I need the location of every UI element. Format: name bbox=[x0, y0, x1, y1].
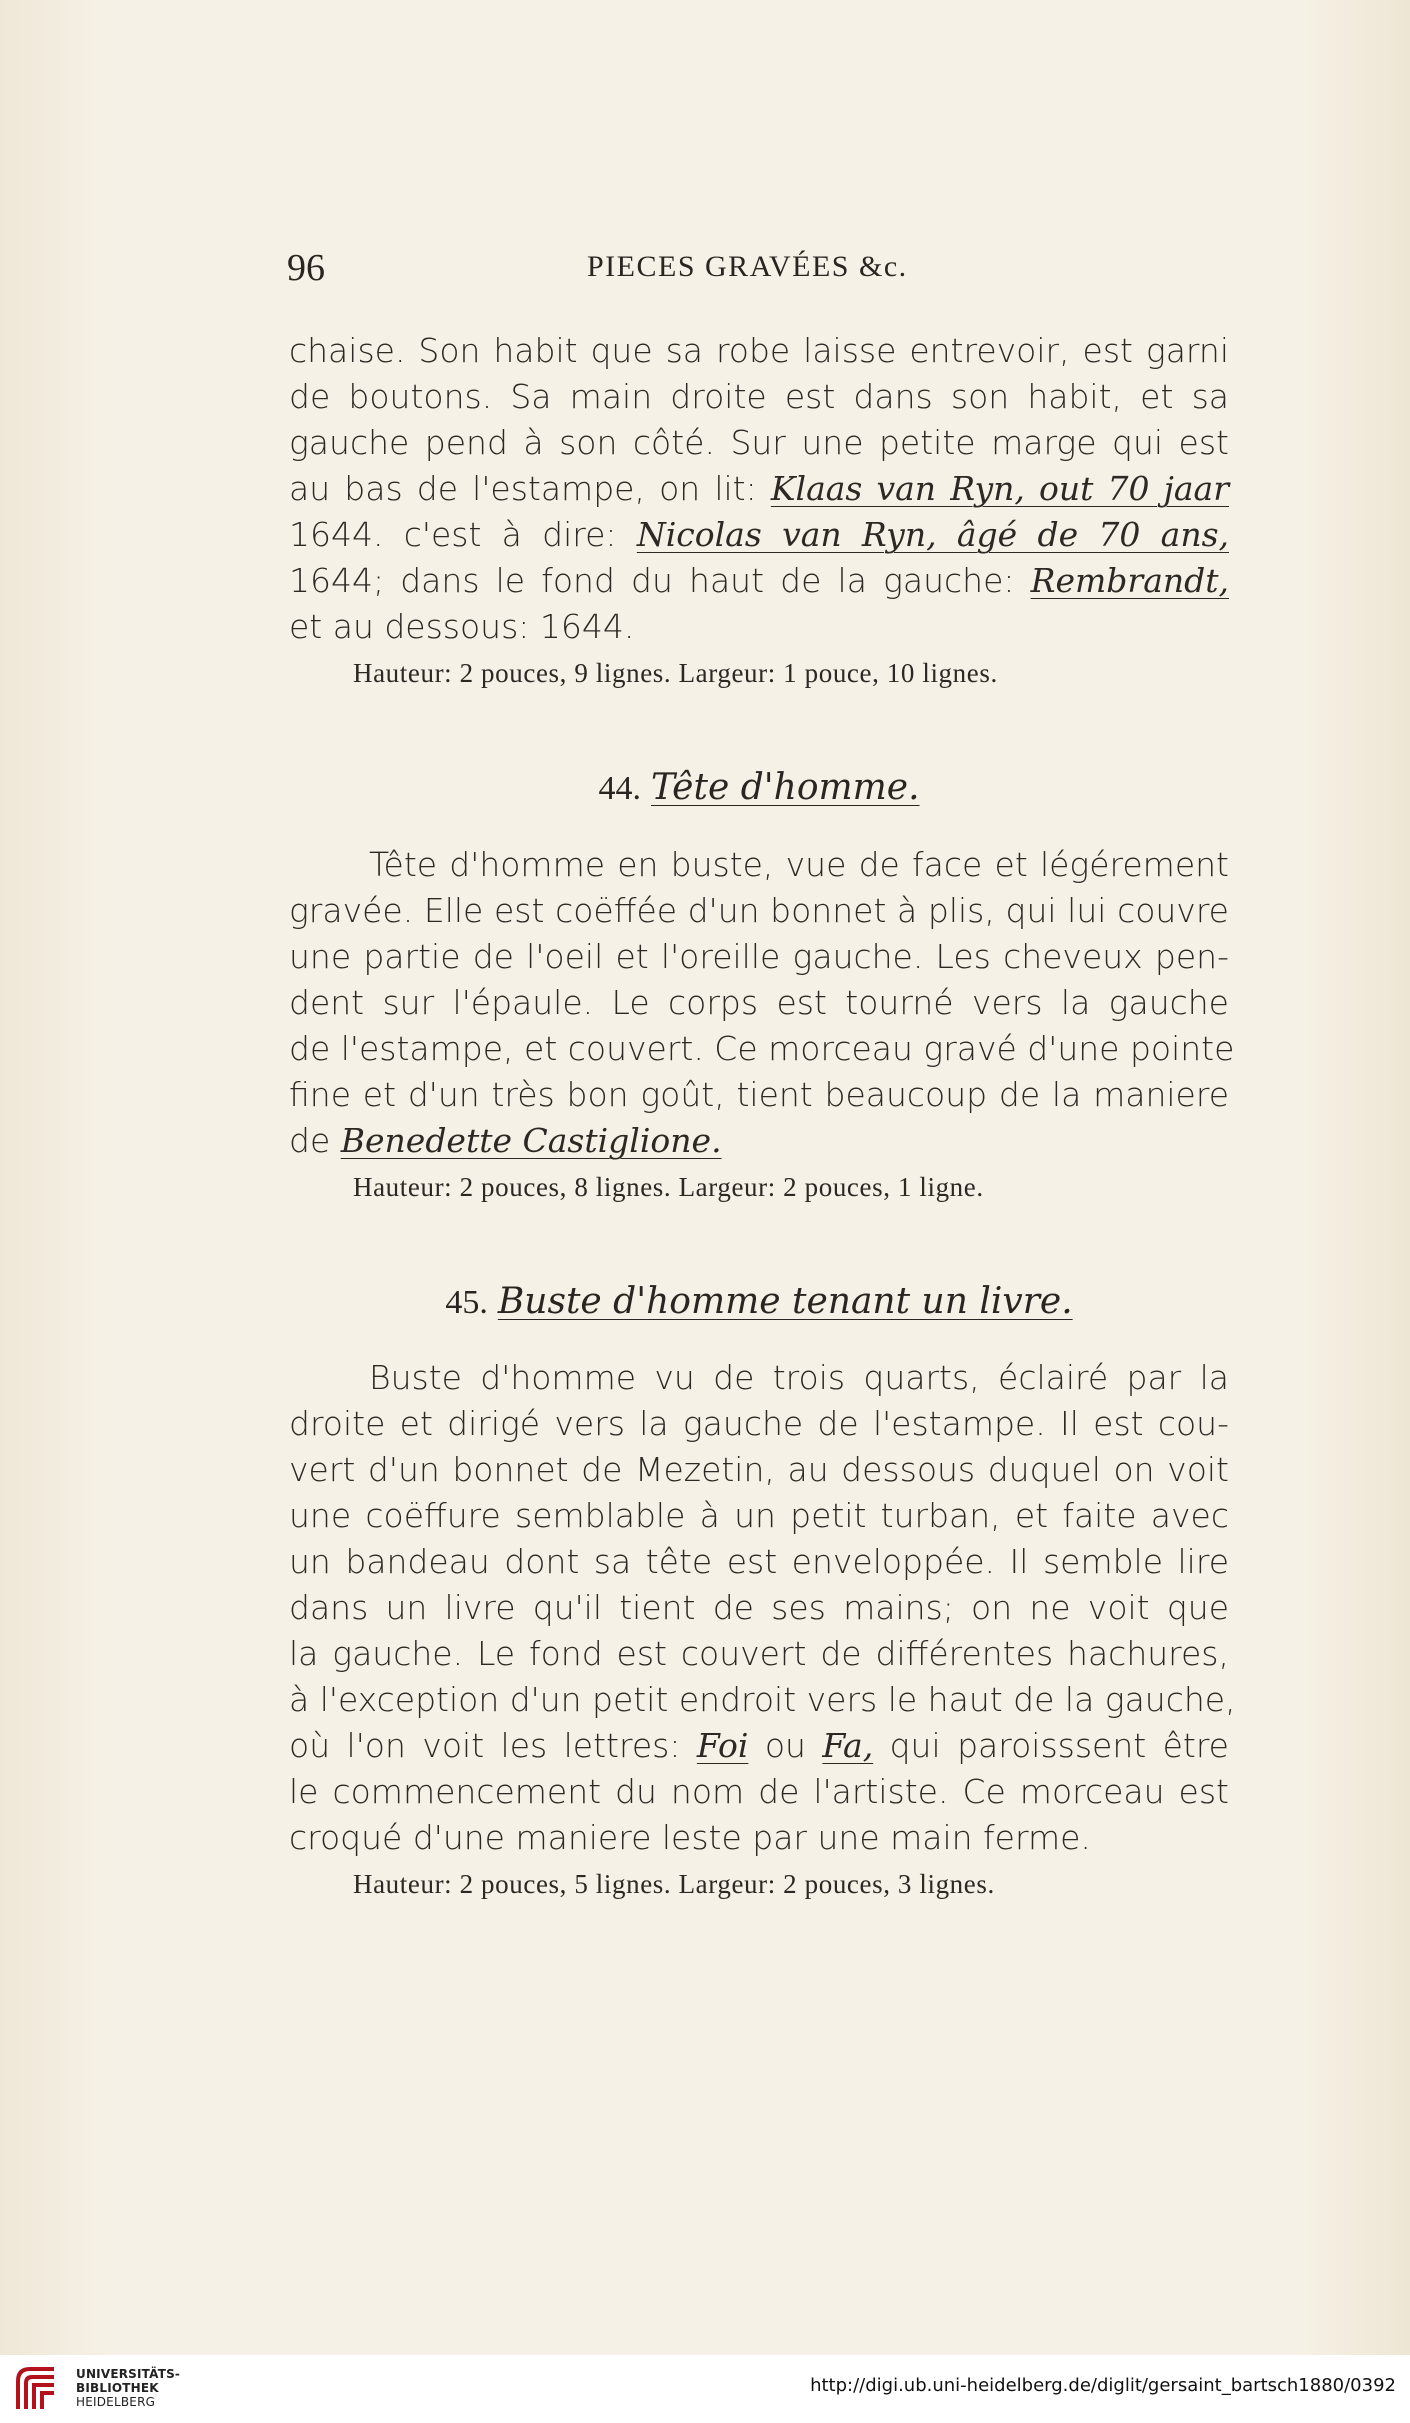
text-line: dent sur l'épaule. Le corps est tourné vers la gauche bbox=[289, 983, 1229, 1022]
text-line: Tête d'homme en buste, vue de face et légérement bbox=[369, 845, 1229, 884]
dimensions-line: Hauteur: 2 pouces, 8 lignes. Largeur: 2 pouces, 1 ligne. bbox=[353, 1172, 984, 1202]
signature-italic: Rembrandt, bbox=[1030, 561, 1229, 600]
entry-45-text bbox=[289, 1355, 1236, 1907]
text-line: où l'on voit les lettres: Foi ou Fa, qui paroisssent être bbox=[289, 1726, 1229, 1765]
entry-44 bbox=[289, 753, 1229, 823]
text-line: 1644. c'est à dire: Nicolas van Ryn, âgé de 70 ans, bbox=[289, 515, 1229, 554]
running-head bbox=[287, 246, 1247, 296]
dimensions-line: Hauteur: 2 pouces, 5 lignes. Largeur: 2 pouces, 3 lignes. bbox=[353, 1869, 995, 1899]
text-line: de l'estampe, et couvert. Ce morceau gravé d'une pointe bbox=[289, 1029, 1235, 1068]
entry-43-text bbox=[289, 328, 1229, 696]
artist-name-italic: Benedette Castiglione. bbox=[340, 1121, 722, 1160]
entry-title: Tête d'homme. bbox=[650, 767, 920, 808]
text-line: vert d'un bonnet de Mezetin, au dessous duquel on voit bbox=[289, 1450, 1229, 1489]
entry-heading bbox=[289, 1267, 1229, 1337]
letters-italic: Fa, bbox=[822, 1726, 874, 1765]
text-line: et au dessous: 1644. bbox=[289, 607, 635, 646]
text-line: dans un livre qu'il tient de ses mains; on ne voit que bbox=[289, 1588, 1229, 1627]
text-line: le commencement du nom de l'artiste. Ce morceau est bbox=[289, 1772, 1229, 1811]
text-line: à l'exception d'un petit endroit vers le haut de la gauche, bbox=[289, 1680, 1236, 1719]
translation-italic: Nicolas van Ryn, âgé de 70 ans, bbox=[636, 515, 1229, 554]
text-line: gauche pend à son côté. Sur une petite marge qui est bbox=[289, 423, 1229, 462]
dimensions-line: Hauteur: 2 pouces, 9 lignes. Largeur: 1 pouce, 10 lignes. bbox=[353, 658, 998, 688]
entry-45 bbox=[289, 1267, 1229, 1337]
text-line: une partie de l'oeil et l'oreille gauche. Les cheveux pen- bbox=[289, 937, 1229, 976]
text-line: fine et d'un très bon goût, tient beaucoup de la maniere bbox=[289, 1075, 1229, 1114]
library-name: UNIVERSITÄTS- BIBLIOTHEK HEIDELBERG bbox=[76, 2367, 181, 2409]
text-line: la gauche. Le fond est couvert de différentes hachures, bbox=[289, 1634, 1229, 1673]
library-logo-icon bbox=[14, 2363, 64, 2415]
letters-italic: Foi bbox=[696, 1726, 749, 1765]
text-line: de Benedette Castiglione. bbox=[289, 1121, 722, 1160]
inscription-italic: Klaas van Ryn, out 70 jaar bbox=[770, 469, 1229, 508]
text-line: 1644; dans le fond du haut de la gauche: Rembrandt, bbox=[289, 561, 1229, 600]
entry-44-text bbox=[289, 842, 1235, 1210]
entry-title: Buste d'homme tenant un livre. bbox=[497, 1281, 1073, 1322]
source-url-link[interactable]: http://digi.ub.uni-heidelberg.de/diglit/gersaint_bartsch1880/0392 bbox=[810, 2375, 1396, 2396]
text-line: croqué d'une maniere leste par une main ferme. bbox=[289, 1818, 1091, 1857]
text-line: au bas de l'estampe, on lit: Klaas van Ryn, out 70 jaar bbox=[289, 469, 1229, 508]
entry-heading bbox=[289, 753, 1229, 823]
entry-number: 44. bbox=[598, 770, 641, 807]
text-line: un bandeau dont sa tête est enveloppée. Il semble lire bbox=[289, 1542, 1229, 1581]
running-title: PIECES GRAVÉES &c. bbox=[587, 250, 908, 283]
entry-number: 45. bbox=[445, 1284, 488, 1321]
text-line: chaise. Son habit que sa robe laisse entrevoir, est garni bbox=[289, 331, 1229, 370]
text-line: gravée. Elle est coëffée d'un bonnet à plis, qui lui couvre bbox=[289, 891, 1229, 930]
text-line: une coëffure semblable à un petit turban, et faite avec bbox=[289, 1496, 1229, 1535]
text-line: droite et dirigé vers la gauche de l'estampe. Il est cou- bbox=[289, 1404, 1229, 1443]
text-line: Buste d'homme vu de trois quarts, éclairé par la bbox=[369, 1358, 1229, 1397]
digitization-footer bbox=[0, 2355, 1410, 2423]
text-line: de boutons. Sa main droite est dans son habit, et sa bbox=[289, 377, 1229, 416]
page-number: 96 bbox=[287, 247, 325, 289]
